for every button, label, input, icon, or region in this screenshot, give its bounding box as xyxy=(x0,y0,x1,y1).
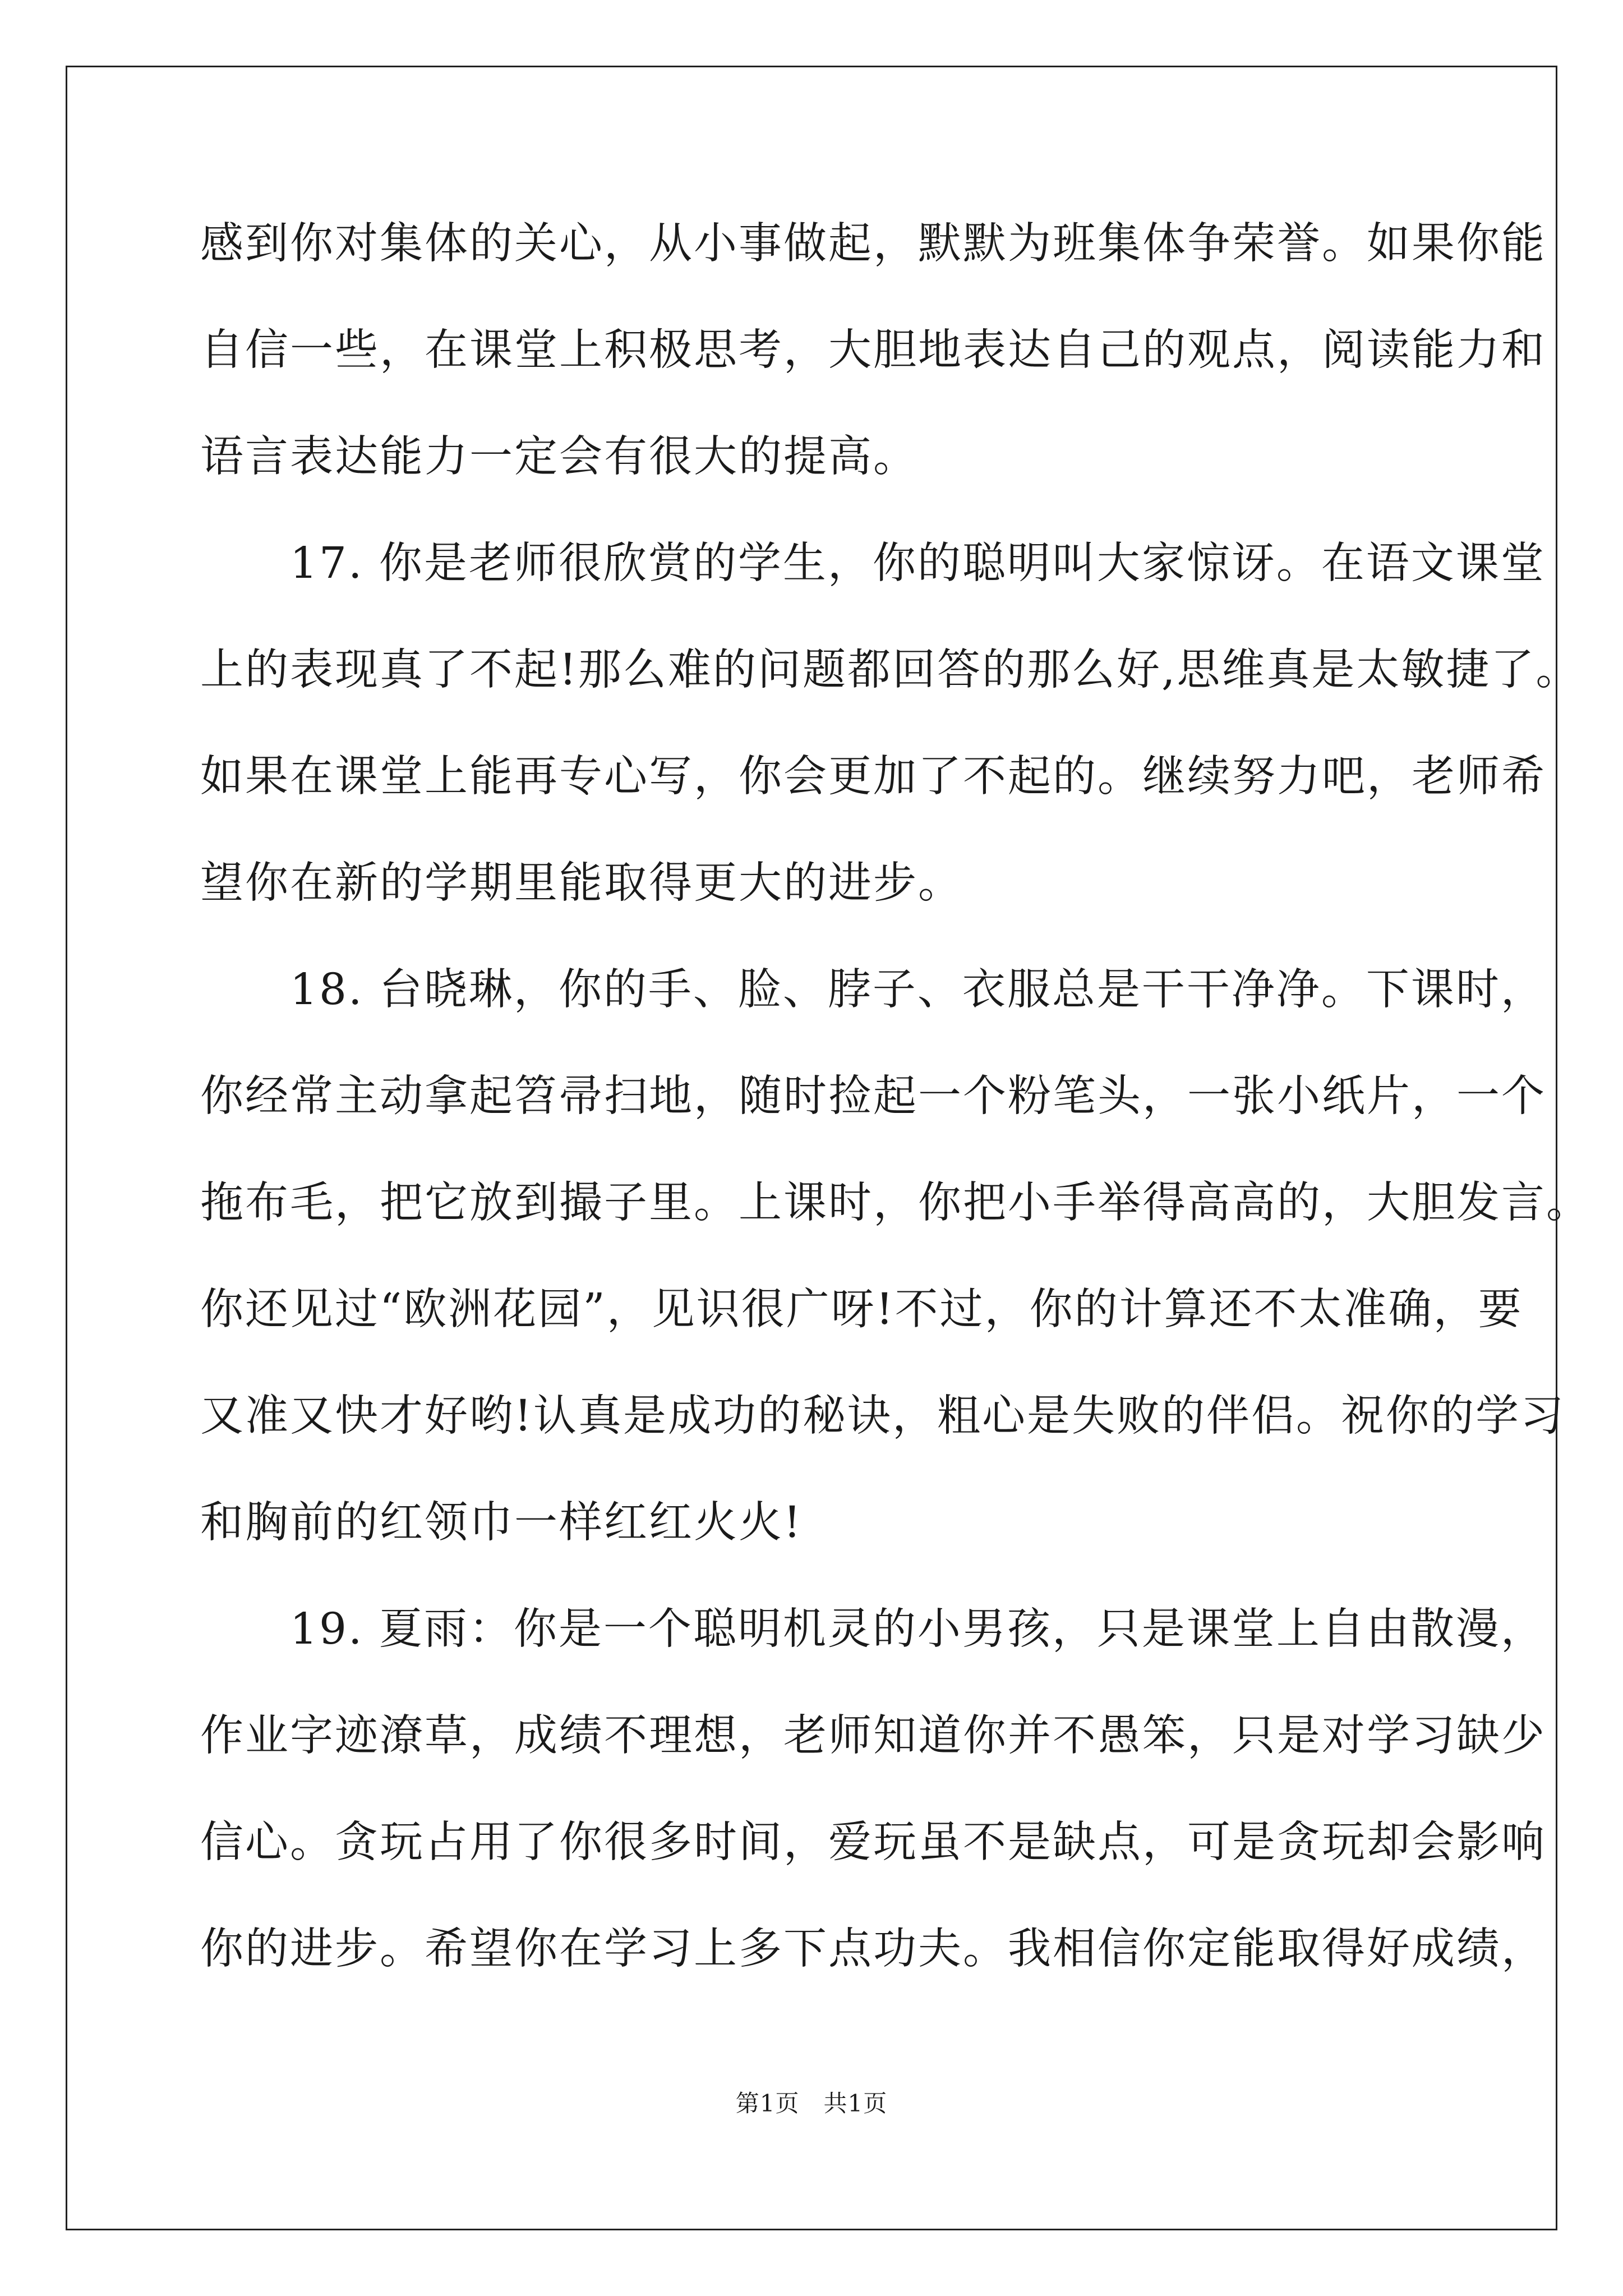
paragraph-18-start: 18. 台晓琳，你的手、脸、脖子、衣服总是干干净净。下课时， xyxy=(200,965,1546,1015)
text-line: 望你在新的学期里能取得更大的进步。 xyxy=(200,858,963,908)
text-line: 感到你对集体的关心，从小事做起，默默为班集体争荣誉。如果你能 xyxy=(200,219,1546,269)
text-line: 你的进步。希望你在学习上多下点功夫。我相信你定能取得好成绩， xyxy=(200,1924,1546,1974)
text-line: 信心。贪玩占用了你很多时间，爱玩虽不是缺点，可是贪玩却会影响 xyxy=(200,1818,1546,1867)
text-line: 如果在课堂上能再专心写，你会更加了不起的。继续努力吧，老师希 xyxy=(200,752,1546,802)
paragraph-17-start: 17. 你是老师很欣赏的学生，你的聪明叫大家惊讶。在语文课堂 xyxy=(200,539,1546,588)
page-number-footer: 第1页 共1页 xyxy=(735,2090,888,2117)
text-line: 和胸前的红领巾一样红红火火! xyxy=(200,1498,803,1548)
page-border xyxy=(66,66,1557,2230)
text-line: 拖布毛，把它放到撮子里。上课时，你把小手举得高高的，大胆发言。 xyxy=(200,1178,1591,1228)
paragraph-19-start: 19. 夏雨：你是一个聪明机灵的小男孩，只是课堂上自由散漫， xyxy=(200,1604,1546,1654)
text-line: 自信一些，在课堂上积极思考，大胆地表达自己的观点，阅读能力和 xyxy=(200,325,1546,375)
text-line: 上的表现真了不起!那么难的问题都回答的那么好,思维真是太敏捷了。 xyxy=(200,645,1581,695)
text-line: 你经常主动拿起笤帚扫地，随时捡起一个粉笔头，一张小纸片，一个 xyxy=(200,1071,1546,1121)
text-line: 作业字迹潦草，成绩不理想，老师知道你并不愚笨，只是对学习缺少 xyxy=(200,1711,1546,1761)
text-line: 你还见过“欧洲花园”，见识很广呀!不过，你的计算还不太准确，要 xyxy=(200,1285,1523,1335)
text-line: 语言表达能力一定会有很大的提高。 xyxy=(200,432,918,482)
text-line: 又准又快才好哟!认真是成功的秘诀，粗心是失败的伴侣。祝你的学习 xyxy=(200,1391,1565,1441)
